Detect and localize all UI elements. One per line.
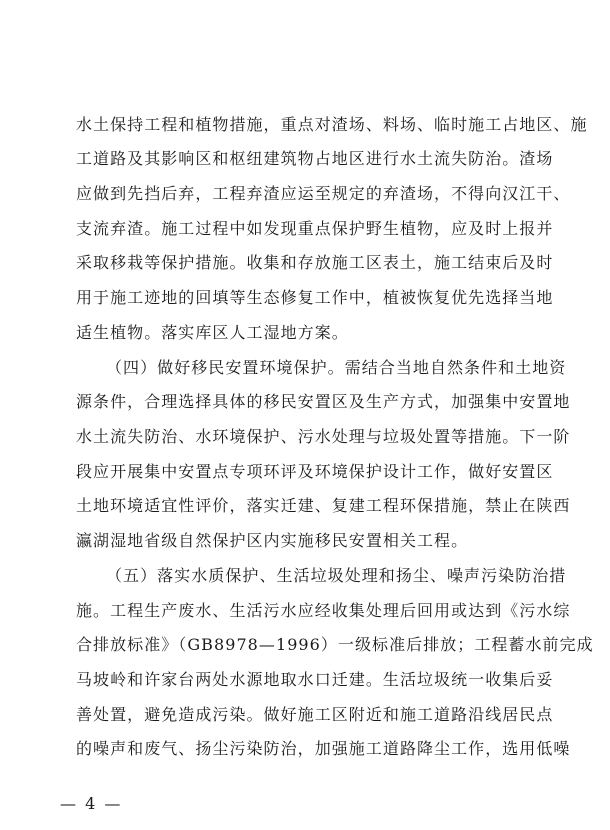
body-text-line: 瀛湖湿地省级自然保护区内实施移民安置相关工程。 [76, 531, 469, 550]
body-text-line: 工道路及其影响区和枢纽建筑物占地区进行水土流失防治。渣场 [76, 149, 554, 168]
body-text-line: 用于施工迹地的回填等生态修复工作中，植被恢复优先选择当地 [76, 288, 554, 307]
body-text-line: 应做到先挡后弃，工程弃渣应运至规定的弃渣场，不得向汉江干、 [76, 184, 571, 203]
page-number: — 4 — [60, 794, 123, 813]
section-4-heading-line: （四）做好移民安置环境保护。需结合当地自然条件和土地资 [106, 358, 567, 377]
body-text-line: 源条件，合理选择具体的移民安置区及生产方式，加强集中安置地 [76, 392, 571, 411]
body-text-line: 适生植物。落实库区人工湿地方案。 [76, 323, 349, 342]
body-text-line: 土地环境适宜性评价，落实迁建、复建工程环保措施，禁止在陕西 [76, 496, 571, 515]
body-text-line: 施。工程生产废水、生活污水应经收集处理后回用或达到《污水综 [76, 601, 571, 620]
body-text-line: 采取移栽等保护措施。收集和存放施工区表土，施工结束后及时 [76, 253, 554, 272]
section-5-heading-line: （五）落实水质保护、生活垃圾处理和扬尘、噪声污染防治措 [106, 566, 567, 585]
body-text-line: 水土保持工程和植物措施，重点对渣场、料场、临时施工占地区、施 [76, 115, 588, 134]
body-text-line: 马坡岭和许家台两处水源地取水口迁建。生活垃圾统一收集后妥 [76, 670, 554, 689]
body-text-line: 段应开展集中安置点专项环评及环境保护设计工作，做好安置区 [76, 462, 554, 481]
body-text-line: 水土流失防治、水环境保护、污水处理与垃圾处置等措施。下一阶 [76, 427, 571, 446]
body-text-line: 的噪声和废气、扬尘污染防治，加强施工道路降尘工作，选用低噪 [76, 739, 571, 758]
body-text-line: 合排放标准》（GB8978—1996）一级标准后排放；工程蓄水前完成 [76, 635, 594, 654]
body-text-line: 善处置，避免造成污染。做好施工区附近和施工道路沿线居民点 [76, 705, 554, 724]
body-text-line: 支流弃渣。施工过程中如发现重点保护野生植物，应及时上报并 [76, 219, 554, 238]
